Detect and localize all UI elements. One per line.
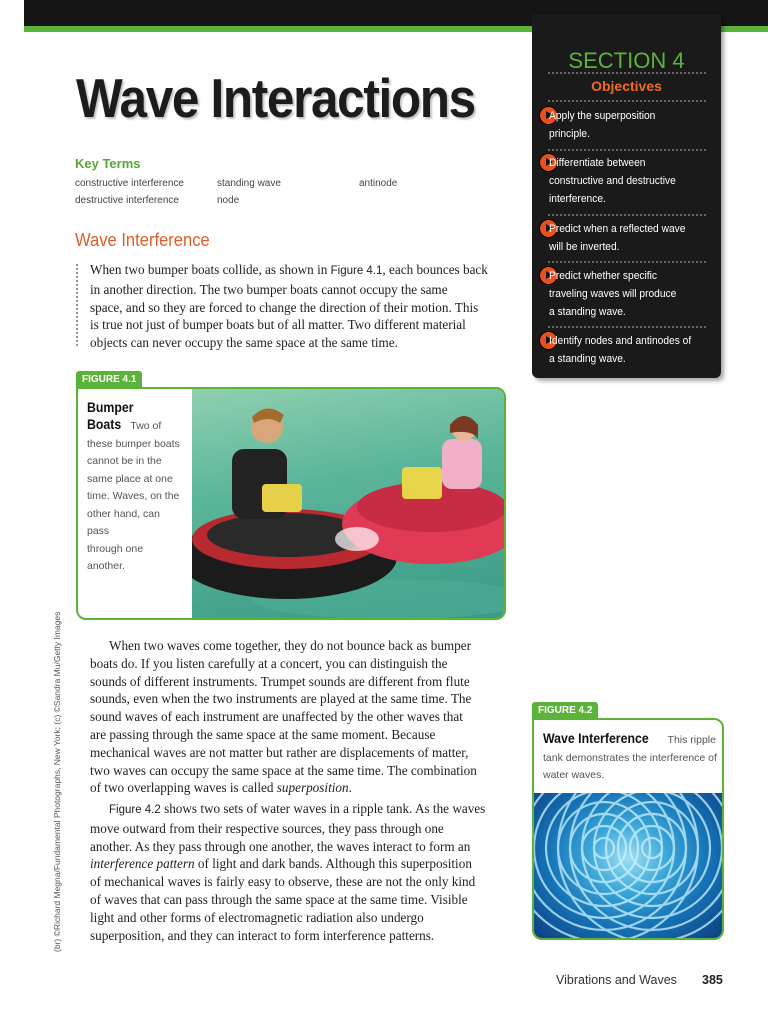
caption-line: other hand, can pass	[87, 507, 160, 537]
divider	[548, 261, 706, 263]
section-heading: Wave Interference	[75, 230, 210, 250]
figure-reference: Figure 4.2	[109, 804, 161, 816]
objectives-heading: Objectives	[591, 78, 662, 94]
text-line: sound waves of each instrument are unaffected by the other waves that	[90, 709, 463, 725]
caption-title: Bumper	[87, 399, 134, 415]
text-line: of mechanical waves is fairly easy to observe, these are not the only kind	[90, 874, 476, 890]
text-line: of waves that can pass through the same space at the same time. Visible	[90, 891, 468, 907]
key-term: standing wave	[217, 178, 281, 189]
text-line: When two waves come together, they do not bounce back as bumper	[109, 638, 472, 653]
objectives-sidebar	[532, 14, 721, 378]
key-terms-column-2	[217, 175, 281, 209]
page-title: Wave Interactions	[76, 67, 475, 129]
caption-line: same place at one	[87, 472, 173, 485]
paragraph-3	[90, 800, 508, 944]
caption-line: Boats Two of	[87, 416, 162, 432]
key-term: node	[217, 195, 240, 206]
text-line: superposition, and they can interact to form interference patterns.	[90, 927, 435, 943]
text-line: Figure 4.2 shows two sets of water waves in a ripple tank. As the waves	[109, 801, 486, 816]
page-number: 385	[702, 973, 723, 987]
figure-4-2	[532, 718, 724, 940]
text-line: in another direction. The two bumper boats cannot occupy the same	[90, 281, 448, 297]
divider	[548, 214, 706, 216]
text-line: mechanical waves are not matter but rather are displacements of matter,	[90, 744, 469, 760]
caption-title: Wave Interference	[543, 730, 649, 746]
text-line: space, and so they are forced to change the direction of their motion. This	[90, 299, 479, 315]
caption-line: these bumper boats	[87, 437, 180, 450]
objective-item: Apply the superposition principle.	[549, 107, 709, 143]
key-term: antinode	[359, 178, 398, 189]
caption-line: tank demonstrates the interference of	[543, 751, 717, 764]
objective-item: Predict whether specific traveling waves will produce a standing wave.	[549, 267, 709, 321]
text-line: sounds, even when the two instruments are played at the same time. The	[90, 691, 472, 707]
section-label: SECTION 4	[568, 48, 685, 73]
caption-line: water waves.	[543, 769, 605, 781]
text-line: of two overlapping waves is called superposition.	[90, 780, 352, 796]
objective-item: Predict when a reflected wave will be inverted.	[549, 220, 709, 256]
text-line: is true not just of bumper boats but of all matter. Two different material	[90, 317, 466, 333]
text-line: sounds of different instruments. Trumpet sounds are different from flute	[90, 673, 470, 689]
bumper-boats-photo	[192, 389, 504, 618]
text-line: two waves can occupy the same space at the same time. The combination	[90, 762, 477, 778]
figure-tag: FIGURE 4.1	[76, 371, 142, 388]
divider	[548, 149, 706, 151]
text-line: boats do. If you listen carefully at a concert, you can distinguish the	[90, 655, 448, 671]
ripple-tank-photo	[534, 793, 722, 938]
key-terms-heading: Key Terms	[75, 156, 141, 171]
caption-line: through one another.	[87, 542, 144, 572]
figure-reference: Figure 4.1	[330, 265, 383, 277]
divider	[548, 72, 706, 74]
divider	[548, 326, 706, 328]
text-line: move outward from their respective sources, they pass through one	[90, 820, 444, 836]
objective-item: Identify nodes and antinodes of a standing wave.	[549, 332, 709, 368]
figure-4-1	[76, 387, 506, 620]
caption-line: cannot be in the	[87, 455, 162, 467]
paragraph-rule	[76, 264, 78, 346]
text-line: are passing through the same space at the same moment. Because	[90, 726, 436, 742]
text-line: interference pattern of light and dark bands. Although this superposition	[90, 856, 472, 872]
key-term: constructive interference	[75, 178, 184, 189]
text-line: When two bumper boats collide, as shown in Figure 4.1, each bounces back	[90, 262, 488, 277]
caption-line: time. Waves, on the	[87, 490, 180, 502]
figure-caption	[87, 399, 181, 576]
key-term-italic: interference pattern	[90, 856, 195, 872]
caption-line: Wave Interference This ripple	[543, 730, 716, 746]
objective-item: Differentiate between constructive and destructive interference.	[549, 154, 709, 208]
paragraph-1	[90, 261, 508, 352]
text-line: objects can never occupy the same space at the same time.	[90, 335, 398, 351]
divider	[548, 100, 706, 102]
text-line: light and other forms of electromagnetic radiation also undergo	[90, 909, 424, 925]
key-terms-column-1	[75, 175, 184, 209]
key-terms-column-3	[359, 175, 397, 192]
text-line: another. As they pass through one another, the waves interact to form an	[90, 838, 471, 854]
key-term: destructive interference	[75, 195, 179, 206]
photo-credit: (br) ©Richard Megna/Fundamental Photographs, New York; (c) ©Sandra Mu/Getty Images	[52, 611, 62, 952]
figure-tag: FIGURE 4.2	[532, 702, 598, 719]
figure-caption	[543, 730, 717, 785]
key-term-italic: superposition	[276, 780, 349, 796]
paragraph-2	[90, 637, 508, 797]
footer-chapter-label: Vibrations and Waves	[556, 973, 677, 987]
